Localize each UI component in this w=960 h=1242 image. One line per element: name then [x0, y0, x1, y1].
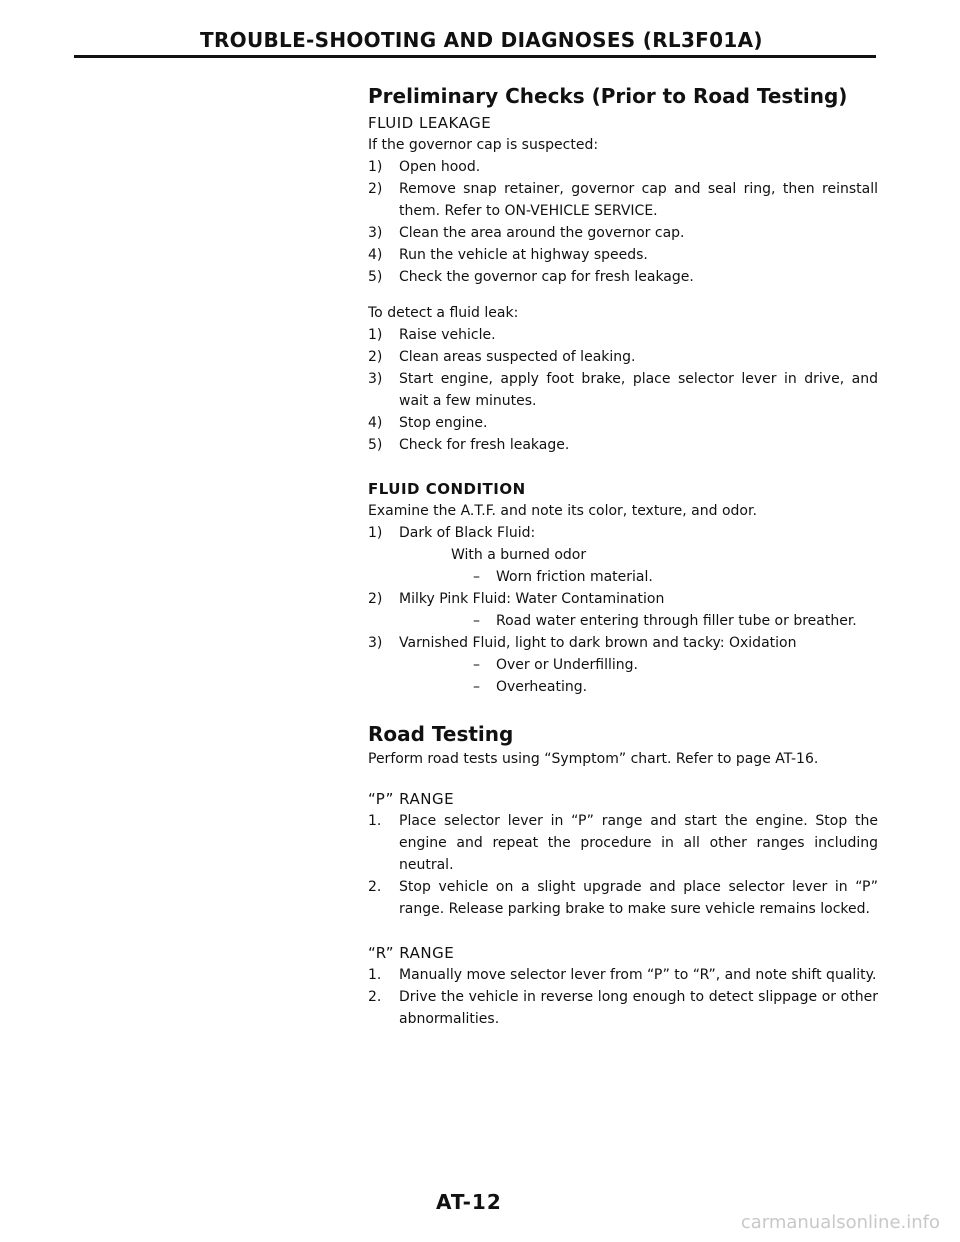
list-item-text: Stop engine. — [399, 415, 488, 431]
dash-bullet: – — [473, 569, 480, 585]
list-item — [368, 346, 878, 368]
list-item-number: 4) — [368, 247, 383, 263]
list-item — [368, 434, 878, 456]
dash-list-item — [368, 610, 878, 632]
fluid-leak-detect-intro: To detect a fluid leak: — [368, 305, 519, 321]
dash-list-item — [368, 676, 878, 698]
list-item-text: Clean areas suspected of leaking. — [399, 349, 636, 365]
list-item — [368, 632, 878, 654]
list-item — [368, 876, 878, 920]
dash-item-text: Worn friction material. — [496, 569, 653, 585]
list-item-text: Check the governor cap for fresh leakage. — [399, 269, 694, 285]
list-item-number: 5) — [368, 269, 383, 285]
list-item-text: Clean the area around the governor cap. — [399, 225, 685, 241]
list-item — [368, 324, 878, 346]
list-item-text: Check for fresh leakage. — [399, 437, 570, 453]
page-number: AT-12 — [436, 1190, 502, 1214]
list-item — [368, 156, 878, 178]
list-item-number: 1. — [368, 813, 382, 829]
list-item-number: 1) — [368, 327, 383, 343]
section-title-preliminary: Preliminary Checks (Prior to Road Testing) — [368, 84, 848, 108]
list-item-number: 1) — [368, 525, 383, 541]
dash-bullet: – — [473, 657, 480, 673]
list-item-number: 5) — [368, 437, 383, 453]
dash-list-item — [368, 566, 878, 588]
page-header-title: TROUBLE-SHOOTING AND DIAGNOSES (RL3F01A) — [200, 28, 763, 52]
list-item-number: 2. — [368, 989, 382, 1005]
list-item-text: Place selector lever in “P” range and start the engine. Stop the engine and repeat the procedure in all other ranges including neutral. — [399, 813, 878, 873]
r-range-steps — [368, 964, 878, 1030]
p-range-steps — [368, 810, 878, 920]
list-item-number: 1. — [368, 967, 382, 983]
list-item-text: Raise vehicle. — [399, 327, 496, 343]
dash-bullet: – — [473, 613, 480, 629]
list-item-text: Start engine, apply foot brake, place selector lever in drive, and wait a few minutes. — [399, 371, 878, 409]
fluid-leakage-steps — [368, 156, 878, 288]
list-item-number: 2) — [368, 349, 383, 365]
list-item-number: 3) — [368, 225, 383, 241]
subheading-r-range: “R” RANGE — [368, 944, 455, 962]
list-item — [368, 222, 878, 244]
header-rule — [74, 55, 876, 58]
list-item — [368, 588, 878, 610]
dash-item-text: Overheating. — [496, 679, 588, 695]
dash-bullet: – — [473, 679, 480, 695]
dash-list-item — [368, 654, 878, 676]
subheading-p-range: “P” RANGE — [368, 790, 455, 808]
list-item-number: 4) — [368, 415, 383, 431]
main-content — [368, 82, 878, 1030]
list-item — [368, 244, 878, 266]
list-item-number: 2. — [368, 879, 382, 895]
list-item-text: Dark of Black Fluid: — [399, 525, 536, 541]
dash-item-text: Road water entering through filler tube or breather. — [496, 613, 857, 629]
list-item — [368, 178, 878, 222]
road-testing-intro: Perform road tests using “Symptom” chart. Refer to page AT-16. — [368, 751, 819, 767]
list-item-text: Varnished Fluid, light to dark brown and tacky: Oxidation — [399, 635, 797, 651]
subheading-fluid-leakage: FLUID LEAKAGE — [368, 114, 492, 132]
list-item-text: Drive the vehicle in reverse long enough to detect slippage or other abnormalities. — [399, 989, 878, 1027]
list-item-number: 2) — [368, 591, 383, 607]
spacer — [368, 698, 878, 720]
list-item — [368, 266, 878, 288]
list-item — [368, 964, 878, 986]
fluid-leak-detect-steps — [368, 324, 878, 456]
fluid-condition-intro: Examine the A.T.F. and note its color, texture, and odor. — [368, 503, 757, 519]
spacer — [368, 288, 878, 302]
dash-item-text: Over or Underfilling. — [496, 657, 638, 673]
list-item-text: Remove snap retainer, governor cap and seal ring, then reinstall them. Refer to ON-VEHICLE SERVICE. — [399, 181, 878, 219]
list-item-number: 2) — [368, 181, 383, 197]
list-item-subtext: With a burned odor — [451, 547, 587, 563]
spacer — [368, 920, 878, 942]
list-item-text: Milky Pink Fluid: Water Contamination — [399, 591, 665, 607]
fluid-leakage-intro: If the governor cap is suspected: — [368, 137, 599, 153]
list-item-text: Stop vehicle on a slight upgrade and place selector lever in “P” range. Release parking brake to make sure vehicle remains locked. — [399, 879, 878, 917]
list-item-number: 3) — [368, 371, 383, 387]
subheading-fluid-condition: FLUID CONDITION — [368, 480, 526, 498]
list-item-text: Run the vehicle at highway speeds. — [399, 247, 648, 263]
fluid-condition-list — [368, 522, 878, 698]
list-item — [368, 522, 878, 544]
list-item-number: 1) — [368, 159, 383, 175]
list-item-text: Manually move selector lever from “P” to “R”, and note shift quality. — [399, 967, 877, 983]
spacer — [368, 456, 878, 478]
section-title-road-testing: Road Testing — [368, 722, 514, 746]
spacer — [368, 770, 878, 788]
list-item — [368, 412, 878, 434]
list-item-number: 3) — [368, 635, 383, 651]
watermark: carmanualsonline.info — [740, 1212, 940, 1233]
list-item — [368, 986, 878, 1030]
list-item-text: Open hood. — [399, 159, 481, 175]
list-item — [368, 810, 878, 876]
list-item — [368, 368, 878, 412]
